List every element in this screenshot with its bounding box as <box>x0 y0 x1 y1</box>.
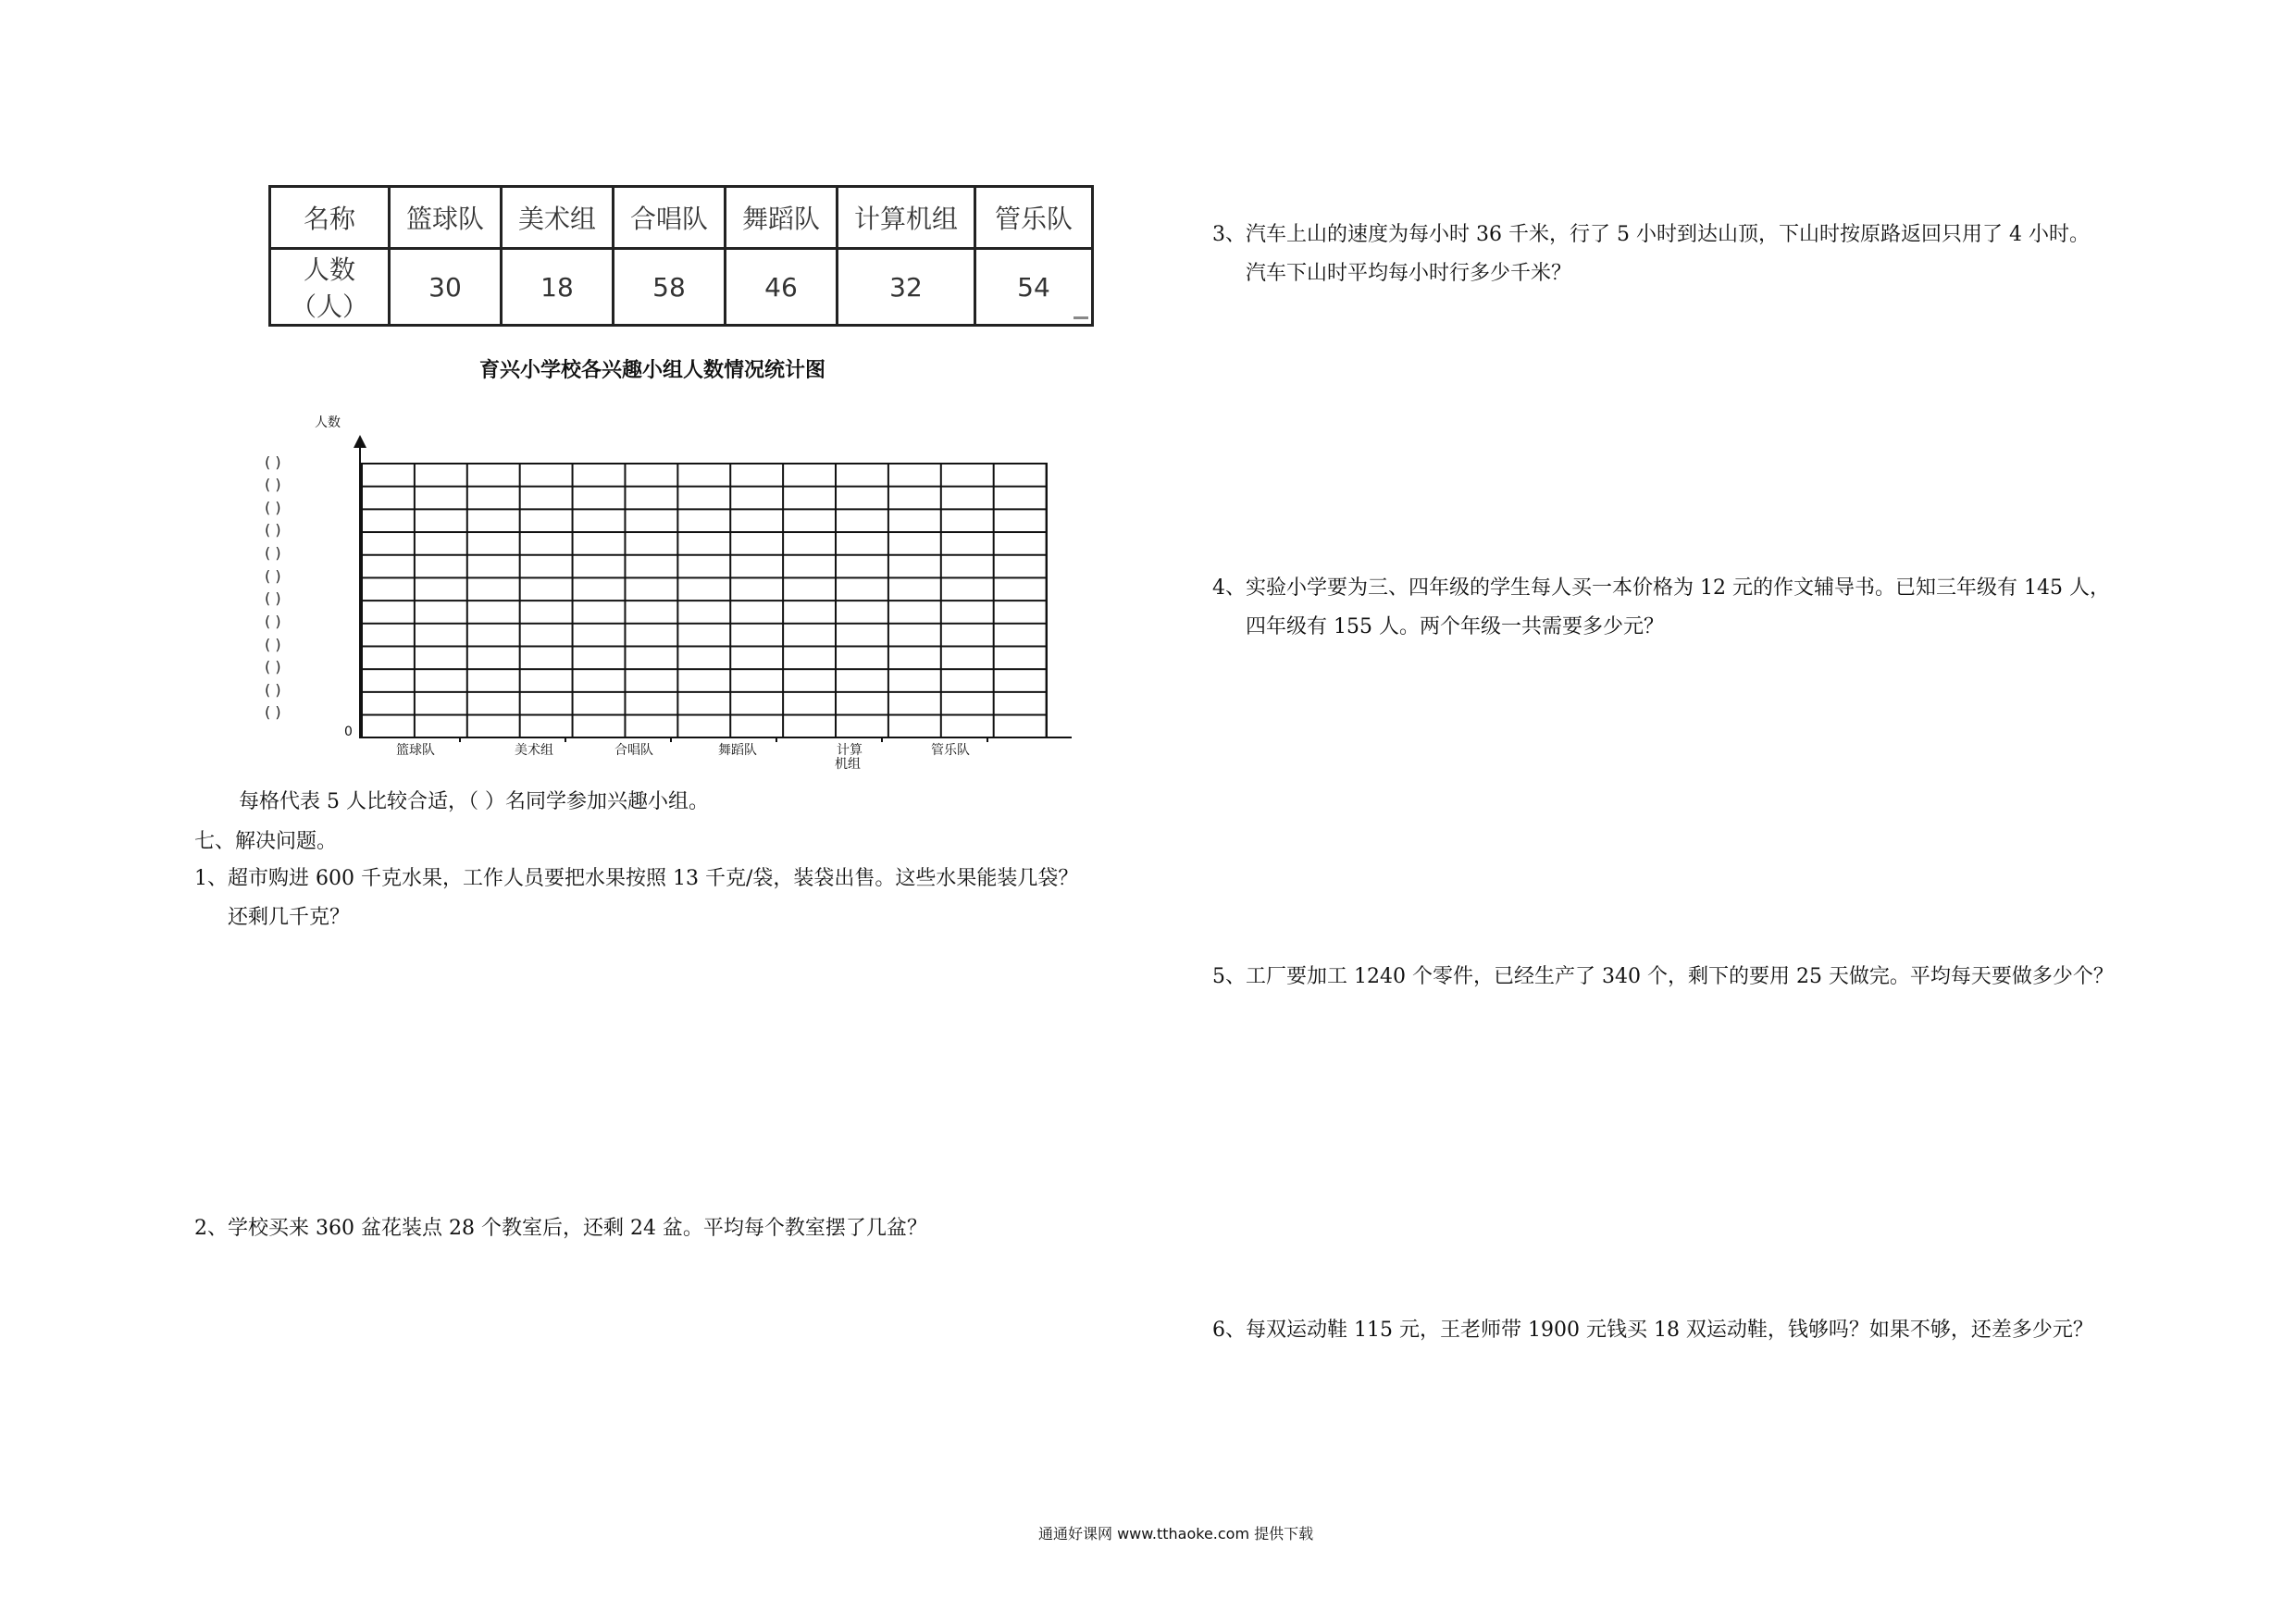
y-tick-blank: ( ) <box>265 681 281 699</box>
question-4-line-2: 四年级有 155 人。两个年级一共需要多少元？ <box>1246 615 1664 638</box>
x-category-label: 合唱队 <box>614 743 653 758</box>
x-tick <box>987 737 988 742</box>
y-tick-blank: ( ) <box>265 658 281 675</box>
table-column-header: 美术组 <box>502 187 614 249</box>
table-header-label: 名称 <box>270 187 390 249</box>
y-tick-blank: ( ) <box>265 453 281 471</box>
y-tick-blank: ( ) <box>265 567 281 585</box>
x-category-label: 篮球队 <box>396 743 435 758</box>
y-tick-blank: ( ) <box>265 636 281 653</box>
chart-question-note: 每格代表 5 人比较合适，（ ）名同学参加兴趣小组。 <box>239 790 709 813</box>
y-tick-blank: ( ) <box>265 476 281 493</box>
question-3-line-1: 3、汽车上山的速度为每小时 36 千米，行了 5 小时到达山顶，下山时按原路返回只用了 4 小时。 <box>1212 223 2090 246</box>
table-row-label: 人数（人） <box>270 249 390 326</box>
question-3-line-2: 汽车下山时平均每小时行多少千米？ <box>1246 262 1572 285</box>
table-cell: 54 <box>975 249 1093 326</box>
question-2: 2、学校买来 360 盆花装点 28 个教室后，还剩 24 盆。平均每个教室摆了几盆？ <box>194 1217 927 1240</box>
y-tick-blank: ( ) <box>265 613 281 630</box>
y-tick-blank: ( ) <box>265 589 281 607</box>
table-column-header: 合唱队 <box>614 187 726 249</box>
question-4-line-1: 4、实验小学要为三、四年级的学生每人买一本价格为 12 元的作文辅导书。已知三年级有 145 人， <box>1212 576 2110 600</box>
table-column-header: 舞蹈队 <box>726 187 838 249</box>
x-category-label: 管乐队 <box>931 743 970 758</box>
section-heading: 七、解决问题。 <box>194 830 338 853</box>
table-cell: 32 <box>838 249 975 326</box>
y-tick-blank: ( ) <box>265 499 281 516</box>
x-category-label: 计算 <box>837 743 863 758</box>
x-tick <box>881 737 883 742</box>
table-cell: 30 <box>390 249 502 326</box>
table-value-row <box>270 249 1093 326</box>
y-tick-blank: ( ) <box>265 703 281 721</box>
question-5: 5、工厂要加工 1240 个零件，已经生产了 340 个，剩下的要用 25 天做完。平均每天要做多少个？ <box>1212 965 2114 988</box>
chart-y-label: 人数 <box>315 415 341 430</box>
question-6: 6、每双运动鞋 115 元，王老师带 1900 元钱买 18 双运动鞋，钱够吗？如果不够，还差多少元？ <box>1212 1319 2093 1342</box>
y-zero-label: 0 <box>344 725 353 739</box>
x-category-label-line2: 机组 <box>835 757 861 772</box>
interest-group-table <box>268 185 1094 327</box>
table-column-header: 计算机组 <box>838 187 975 249</box>
table-column-header: 管乐队 <box>975 187 1093 249</box>
table-cell: 18 <box>502 249 614 326</box>
page-footer: 通通好课网 www.tthaoke.com 提供下载 <box>1038 1525 1314 1542</box>
table-column-header: 篮球队 <box>390 187 502 249</box>
question-1-line-2: 还剩几千克？ <box>228 906 351 929</box>
x-tick <box>459 737 461 742</box>
chart-grid <box>361 463 1048 738</box>
table-cell: 58 <box>614 249 726 326</box>
x-category-label: 美术组 <box>515 743 553 758</box>
x-tick <box>670 737 672 742</box>
question-1-line-1: 1、超市购进 600 千克水果，工作人员要把水果按照 13 千克/袋，装袋出售。这些水果能装几袋？ <box>194 867 1079 890</box>
y-tick-blank: ( ) <box>265 521 281 539</box>
x-tick <box>565 737 566 742</box>
y-tick-blank: ( ) <box>265 544 281 562</box>
chart-title: 育兴小学校各兴趣小组人数情况统计图 <box>479 358 826 382</box>
x-category-label: 舞蹈队 <box>718 743 757 758</box>
x-tick <box>776 737 777 742</box>
table-edge-mark <box>1074 316 1088 319</box>
table-cell: 46 <box>726 249 838 326</box>
table-header-row <box>270 187 1093 249</box>
x-axis <box>361 737 1072 738</box>
